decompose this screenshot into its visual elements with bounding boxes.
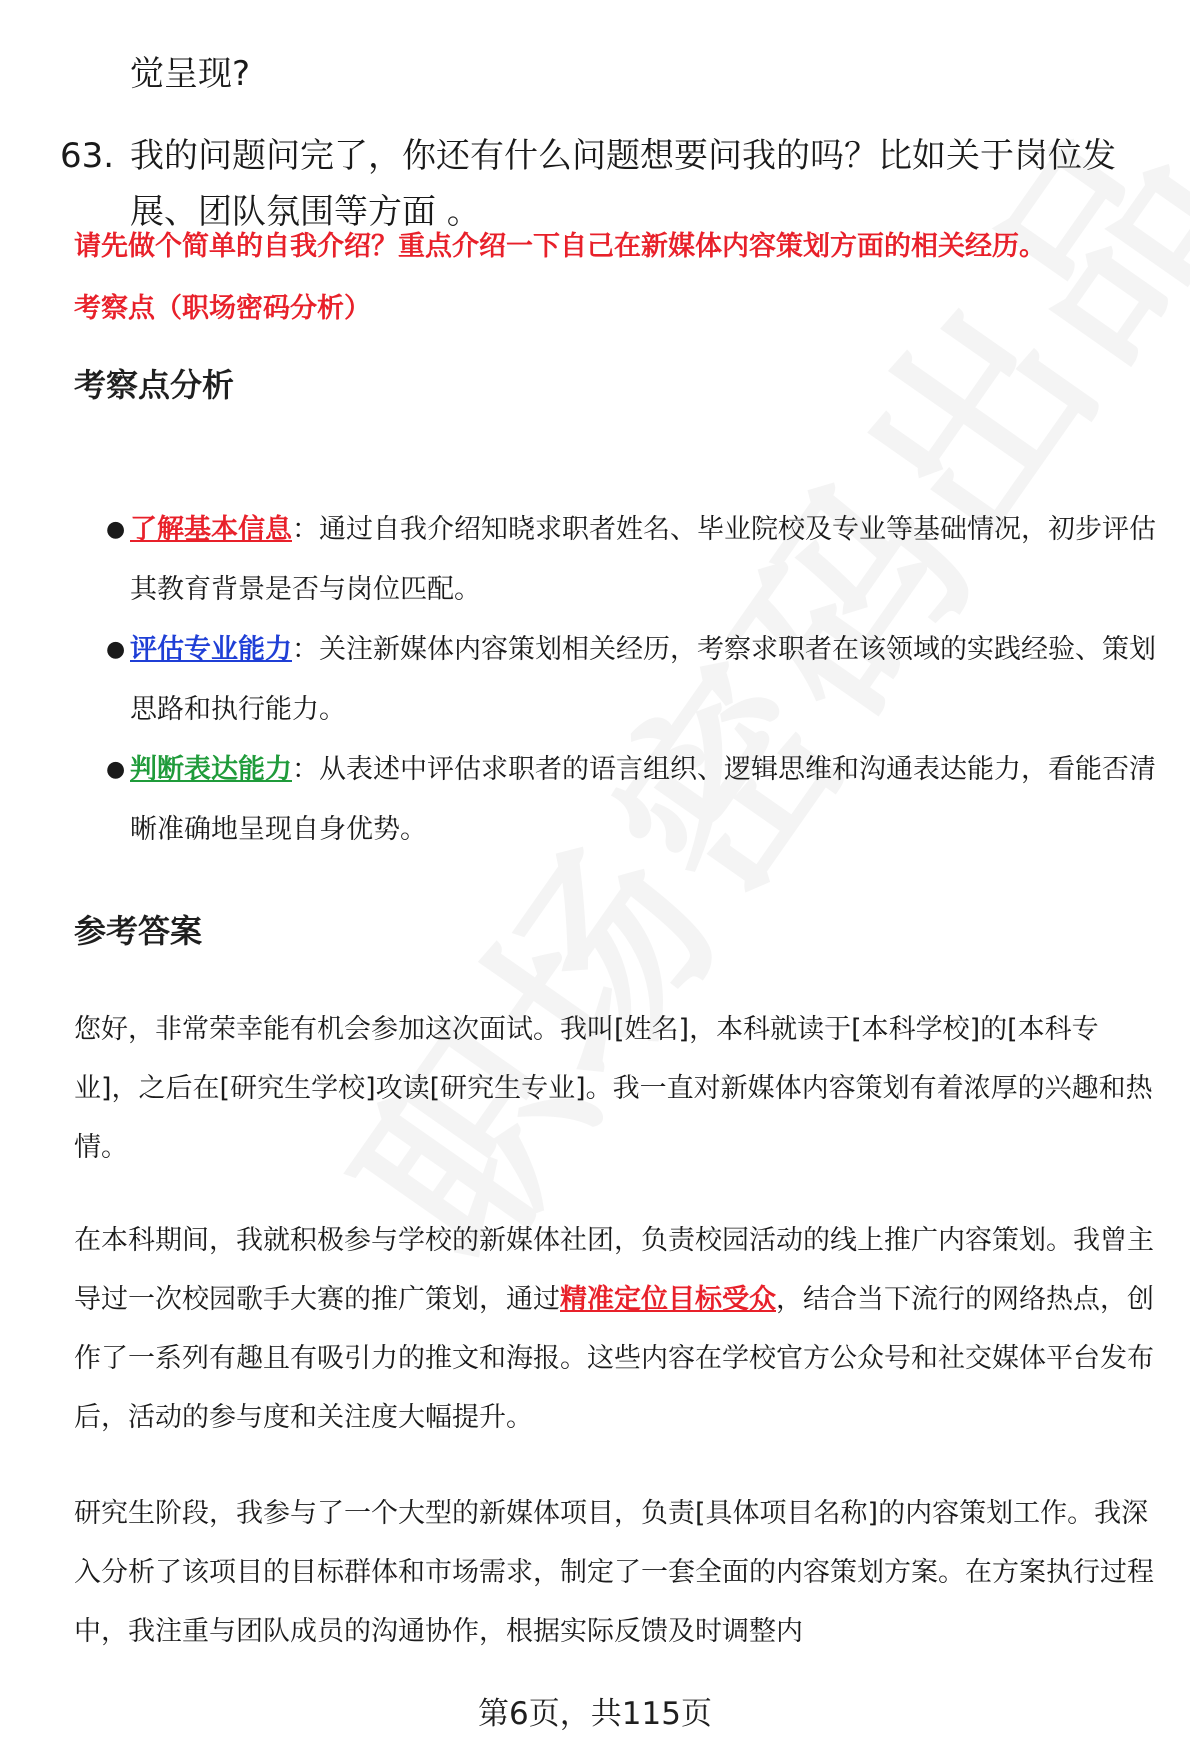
highlight-question: 请先做个简单的自我介绍？重点介绍一下自己在新媒体内容策划方面的相关经历。 (74, 231, 1046, 262)
answer-paragraph-3: 研究生阶段，我参与了一个大型的新媒体项目，负责[具体项目名称]的内容策划工作。我深入分析了该项目的目标群体和市场需求，制定了一套全面的内容策划方案。在方案执行过程中，我注重与团队成员的沟通协作，根据实际反馈及时调整内 (74, 1498, 1154, 1647)
analysis-list (98, 500, 1158, 860)
bullet-icon: ● (106, 517, 126, 542)
analysis-key: 了解基本信息 (130, 514, 292, 545)
answer-title: 参考答案 (74, 912, 203, 950)
paragraph-text: 在本科期间，我就积极参与学校的新媒体社团，负责校园活动的线上推广内容策划。我曾主导过一次校园歌手大赛的推广策划，通过 (74, 1225, 1154, 1315)
question-continuation: 觉呈现? (130, 54, 251, 94)
list-item (98, 740, 1158, 860)
analysis-key: 判断表达能力 (130, 754, 292, 785)
analysis-label: 考察点（职场密码分析） (74, 293, 371, 324)
page-number: 第6页，共115页 (478, 1696, 712, 1732)
paragraph-text: ，结合当下流行的网络热点，创作了一系列有趣且有吸引力的推文和海报。这些内容在学校官方公众号和社交媒体平台发布后，活动的参与度和关注度大幅提升。 (74, 1284, 1154, 1433)
highlight-phrase: 精准定位目标受众 (560, 1284, 776, 1315)
bullet-icon: ● (106, 757, 126, 782)
bullet-icon: ● (106, 637, 126, 662)
analysis-text: ：关注新媒体内容策划相关经历，考察求职者在该领域的实践经验、策划思路和执行能力。 (130, 634, 1156, 725)
question-text: 我的问题问完了，你还有什么问题想要问我的吗？比如关于岗位发展、团队氛围等方面 。 (130, 136, 1116, 232)
analysis-title: 考察点分析 (74, 366, 235, 404)
question-number: 63. (60, 136, 115, 176)
analysis-key: 评估专业能力 (130, 634, 292, 665)
answer-paragraph-2 (74, 1211, 1160, 1447)
answer-paragraph-1: 您好，非常荣幸能有机会参加这次面试。我叫[姓名]，本科就读于[本科学校]的[本科专业]，之后在[研究生学校]攻读[研究生专业]。我一直对新媒体内容策划有着浓厚的兴趣和热情。 (74, 1014, 1153, 1163)
analysis-text: ：通过自我介绍知晓求职者姓名、毕业院校及专业等基础情况，初步评估其教育背景是否与岗位匹配。 (130, 514, 1156, 605)
list-item (98, 620, 1158, 740)
list-item (98, 500, 1158, 620)
analysis-text: ：从表述中评估求职者的语言组织、逻辑思维和沟通表达能力，看能否清晰准确地呈现自身优势。 (130, 754, 1156, 845)
